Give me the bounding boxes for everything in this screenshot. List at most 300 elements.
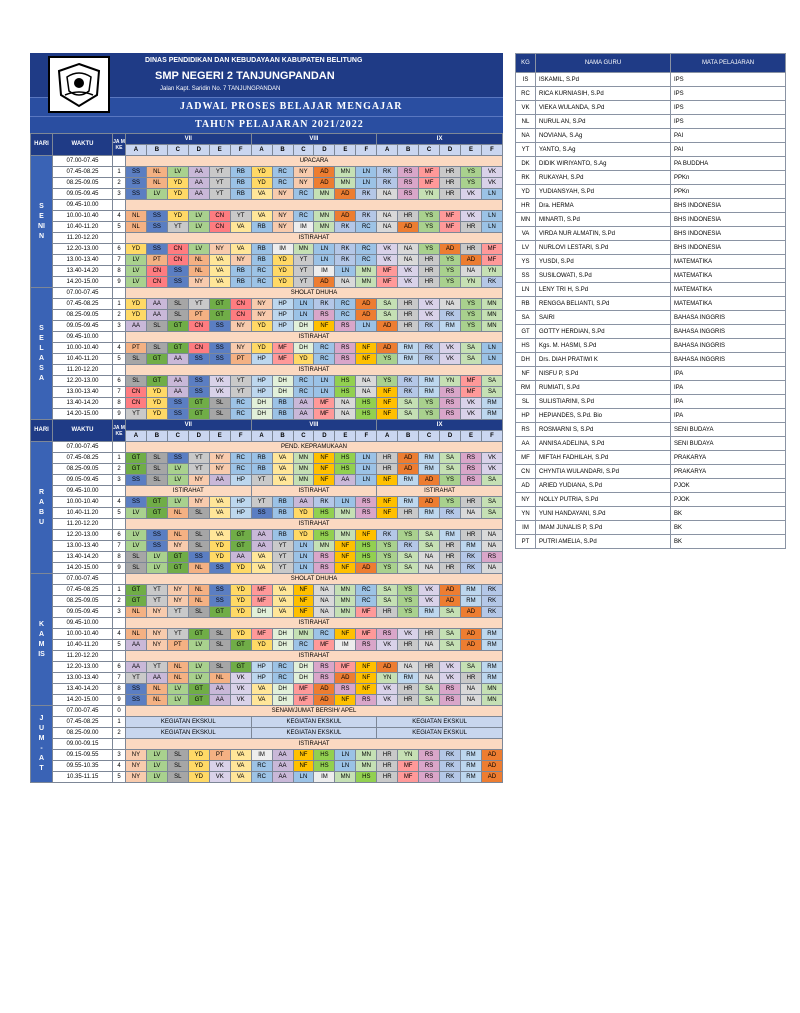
- class-header: F: [356, 431, 377, 442]
- subject-cell: NA: [335, 277, 356, 288]
- teacher-code: SL: [516, 395, 536, 409]
- subject-cell: SS: [209, 343, 230, 354]
- class-header: B: [272, 431, 293, 442]
- time-cell: 10.00-10.40: [53, 211, 113, 222]
- subject-cell: LN: [293, 772, 314, 783]
- period-cell: 7: [113, 255, 126, 266]
- time-cell: 13.00-13.40: [53, 387, 113, 398]
- schedule-sheet: [30, 53, 503, 783]
- subject-cell: DH: [272, 376, 293, 387]
- subject-cell: HR: [461, 497, 482, 508]
- class-header: F: [481, 145, 502, 156]
- subject-cell: YT: [272, 563, 293, 574]
- subject-cell: AD: [377, 343, 398, 354]
- subject-cell: MN: [481, 299, 502, 310]
- subject-cell: HR: [398, 310, 419, 321]
- subject-cell: LN: [314, 255, 335, 266]
- subject-cell: YD: [230, 585, 251, 596]
- subject-cell: SS: [126, 684, 147, 695]
- table-row: [516, 157, 786, 171]
- time-cell: 13.40-14.20: [53, 266, 113, 277]
- subject-cell: NY: [167, 596, 188, 607]
- class-header: B: [146, 431, 167, 442]
- teacher-name: YUSDI, S.Pd: [536, 255, 671, 269]
- subject-cell: LN: [293, 299, 314, 310]
- teacher-name: NURUL AN, S.Pd: [536, 115, 671, 129]
- subject-cell: SA: [398, 563, 419, 574]
- subject-cell: NA: [335, 398, 356, 409]
- period-cell: 9: [113, 563, 126, 574]
- subject-cell: YS: [440, 475, 461, 486]
- subject-cell: RK: [335, 244, 356, 255]
- subject-cell: SA: [481, 497, 502, 508]
- subject-cell: RM: [461, 541, 482, 552]
- subject-cell: YT: [146, 596, 167, 607]
- subject-cell: AA: [272, 772, 293, 783]
- table-row: [516, 73, 786, 87]
- time-cell: 08.25-09.05: [53, 178, 113, 189]
- table-row: [516, 283, 786, 297]
- subject-cell: NF: [335, 563, 356, 574]
- subject-cell: SL: [188, 607, 209, 618]
- period-cell: 2: [113, 596, 126, 607]
- subject-cell: NY: [146, 607, 167, 618]
- subject-cell: SL: [126, 563, 147, 574]
- subject-cell: YS: [440, 266, 461, 277]
- subject-cell: YD: [251, 321, 272, 332]
- subject-cell: YT: [188, 453, 209, 464]
- subject-cell: DH: [293, 321, 314, 332]
- subject-cell: RB: [251, 244, 272, 255]
- subject-cell: HS: [314, 761, 335, 772]
- subject-cell: YD: [230, 596, 251, 607]
- schedule-table: [30, 133, 503, 783]
- subject-cell: AA: [188, 167, 209, 178]
- subject-cell: MF: [419, 167, 440, 178]
- subject-cell: NY: [188, 497, 209, 508]
- time-cell: 12.20-13.00: [53, 662, 113, 673]
- table-row: [31, 288, 503, 299]
- period-cell: 8: [113, 684, 126, 695]
- subject-cell: AD: [356, 299, 377, 310]
- subject-cell: AD: [419, 475, 440, 486]
- subject-cell: HS: [356, 398, 377, 409]
- table-row: [31, 178, 503, 189]
- band-cell: SHOLAT DHUHA: [126, 574, 503, 585]
- subject-cell: YN: [481, 266, 502, 277]
- subject-cell: HS: [356, 772, 377, 783]
- period-cell: [113, 288, 126, 299]
- teacher-name: SUSILOWATI, S.Pd: [536, 269, 671, 283]
- subject-cell: SS: [188, 552, 209, 563]
- subject-cell: SA: [419, 684, 440, 695]
- table-row: [516, 311, 786, 325]
- subject-cell: HS: [335, 464, 356, 475]
- subject-cell: MF: [461, 376, 482, 387]
- subject-cell: LV: [126, 530, 147, 541]
- class-header: E: [209, 431, 230, 442]
- subject-cell: VK: [377, 640, 398, 651]
- table-row: [516, 493, 786, 507]
- teacher-table: [515, 53, 786, 549]
- subject-cell: SL: [126, 376, 147, 387]
- subject-cell: HS: [356, 552, 377, 563]
- subject-cell: SA: [461, 662, 482, 673]
- subject-cell: DH: [272, 695, 293, 706]
- subject-cell: YD: [272, 277, 293, 288]
- class-header: D: [440, 145, 461, 156]
- subject-cell: RK: [398, 541, 419, 552]
- subject-cell: SS: [126, 178, 147, 189]
- subject-cell: GT: [167, 321, 188, 332]
- subject-cell: MF: [440, 222, 461, 233]
- time-cell: 08.25-09.05: [53, 464, 113, 475]
- subject-cell: NY: [251, 310, 272, 321]
- teacher-name: YUDIANSYAH, S.Pd: [536, 185, 671, 199]
- table-row: [31, 640, 503, 651]
- subject-cell: AA: [146, 673, 167, 684]
- table-row: [516, 409, 786, 423]
- subject-cell: YT: [293, 277, 314, 288]
- table-row: [516, 115, 786, 129]
- subject-cell: HR: [398, 684, 419, 695]
- subject-cell: SL: [188, 508, 209, 519]
- subject-cell: RC: [356, 222, 377, 233]
- subject-cell: MN: [293, 464, 314, 475]
- activity-cell: KEGIATAN EKSKUL: [126, 728, 252, 739]
- subject-cell: LN: [335, 266, 356, 277]
- subject-cell: LN: [335, 761, 356, 772]
- subject-cell: SL: [209, 398, 230, 409]
- grade-header: IX: [377, 420, 503, 431]
- time-cell: 07.45-08.25: [53, 167, 113, 178]
- subject-cell: RK: [335, 255, 356, 266]
- time-cell: 07.45-08.25: [53, 299, 113, 310]
- teacher-subject: BAHASA INGGRIS: [671, 325, 786, 339]
- table-row: [31, 618, 503, 629]
- school-logo: [48, 56, 110, 113]
- subject-cell: SL: [126, 354, 147, 365]
- subject-cell: YS: [377, 552, 398, 563]
- subject-cell: VK: [209, 376, 230, 387]
- subject-cell: RC: [272, 662, 293, 673]
- teacher-name: PUTRI AMELIA, S.Pd: [536, 535, 671, 549]
- subject-cell: YT: [251, 475, 272, 486]
- subject-cell: NY: [230, 255, 251, 266]
- subject-cell: RB: [230, 266, 251, 277]
- subject-cell: LV: [146, 189, 167, 200]
- subject-cell: MF: [356, 607, 377, 618]
- subject-cell: LV: [167, 695, 188, 706]
- subject-cell: RS: [335, 684, 356, 695]
- day-label: RABU: [31, 442, 53, 574]
- subject-cell: NL: [188, 596, 209, 607]
- table-row: [516, 255, 786, 269]
- subject-cell: NA: [398, 255, 419, 266]
- table-row: [31, 761, 503, 772]
- table-row: [31, 750, 503, 761]
- table-row: [31, 574, 503, 585]
- subject-cell: SA: [398, 398, 419, 409]
- subject-cell: VA: [272, 475, 293, 486]
- grade-header: VII: [126, 420, 252, 431]
- subject-cell: NA: [314, 596, 335, 607]
- subject-cell: NL: [146, 178, 167, 189]
- subject-cell: RS: [440, 684, 461, 695]
- subject-cell: LN: [314, 244, 335, 255]
- band-cell: SENAM/JUMAT BERSIH/ APEL: [126, 706, 503, 717]
- subject-cell: VK: [230, 673, 251, 684]
- subject-cell: VK: [230, 684, 251, 695]
- time-cell: 09.45-10.00: [53, 618, 113, 629]
- subject-cell: NA: [461, 695, 482, 706]
- subject-cell: NA: [419, 640, 440, 651]
- period-cell: [113, 442, 126, 453]
- subject-cell: RK: [481, 585, 502, 596]
- time-cell: 09.00-09.15: [53, 739, 113, 750]
- period-cell: 0: [113, 706, 126, 717]
- subject-cell: RM: [419, 453, 440, 464]
- subject-cell: RM: [398, 497, 419, 508]
- subject-cell: RC: [293, 640, 314, 651]
- subject-cell: AA: [146, 299, 167, 310]
- subject-cell: AD: [440, 244, 461, 255]
- day-label: SENIN: [31, 156, 53, 288]
- class-header: C: [293, 145, 314, 156]
- subject-cell: RK: [481, 607, 502, 618]
- time-cell: 09.05-09.45: [53, 189, 113, 200]
- subject-cell: RB: [230, 189, 251, 200]
- day-label: SELASA: [31, 288, 53, 420]
- subject-cell: SL: [209, 409, 230, 420]
- subject-cell: NA: [440, 299, 461, 310]
- grade-header: VIII: [251, 134, 377, 145]
- subject-cell: VA: [209, 497, 230, 508]
- subject-cell: VK: [230, 695, 251, 706]
- teacher-code: PT: [516, 535, 536, 549]
- subject-cell: RC: [314, 354, 335, 365]
- subject-cell: DH: [293, 343, 314, 354]
- period-cell: 3: [113, 607, 126, 618]
- subject-cell: RK: [356, 189, 377, 200]
- subject-cell: NF: [356, 684, 377, 695]
- subject-cell: YT: [209, 189, 230, 200]
- table-row: [516, 325, 786, 339]
- table-row: [516, 521, 786, 535]
- subject-cell: RC: [251, 772, 272, 783]
- subject-cell: RS: [314, 552, 335, 563]
- table-row: [516, 353, 786, 367]
- teacher-code: HP: [516, 409, 536, 423]
- subject-cell: RS: [356, 508, 377, 519]
- subject-cell: SS: [209, 321, 230, 332]
- subject-cell: RS: [335, 321, 356, 332]
- period-cell: [113, 332, 126, 343]
- subject-cell: HR: [461, 673, 482, 684]
- teacher-code: SS: [516, 269, 536, 283]
- subject-cell: GT: [188, 629, 209, 640]
- teacher-name: RICA KURNIASIH, S.Pd: [536, 87, 671, 101]
- subject-cell: HR: [398, 321, 419, 332]
- subject-cell: NF: [293, 750, 314, 761]
- subject-cell: LV: [167, 684, 188, 695]
- table-row: [516, 423, 786, 437]
- waktu-header: WAKTU: [53, 134, 113, 156]
- teacher-name: SAIRI: [536, 311, 671, 325]
- table-row: [516, 381, 786, 395]
- subject-cell: NF: [335, 629, 356, 640]
- table-row: [31, 717, 503, 728]
- time-cell: 10.40-11.20: [53, 640, 113, 651]
- subject-cell: HR: [461, 244, 482, 255]
- band-cell: ISTIRAHAT: [126, 651, 503, 662]
- table-row: [31, 607, 503, 618]
- subject-cell: HR: [440, 541, 461, 552]
- table-row: [516, 227, 786, 241]
- subject-cell: SS: [146, 222, 167, 233]
- teacher-code: CN: [516, 465, 536, 479]
- subject-cell: CN: [188, 343, 209, 354]
- table-row: [31, 156, 503, 167]
- subject-cell: AA: [251, 541, 272, 552]
- subject-cell: SS: [188, 387, 209, 398]
- subject-cell: RC: [314, 343, 335, 354]
- table-row: [516, 185, 786, 199]
- subject-cell: RC: [293, 376, 314, 387]
- subject-cell: SA: [419, 541, 440, 552]
- subject-cell: HS: [314, 508, 335, 519]
- subject-cell: YS: [419, 211, 440, 222]
- table-row: [31, 189, 503, 200]
- teacher-subject: PRAKARYA: [671, 465, 786, 479]
- teacher-name: LENY TRI H, S.Pd: [536, 283, 671, 297]
- subject-cell: MN: [481, 684, 502, 695]
- day-label: KAMIS: [31, 574, 53, 706]
- subject-cell: SL: [188, 530, 209, 541]
- subject-cell: AA: [146, 310, 167, 321]
- subject-cell: YD: [209, 552, 230, 563]
- subject-cell: NY: [146, 640, 167, 651]
- subject-cell: AD: [335, 189, 356, 200]
- table-row: [31, 442, 503, 453]
- teacher-code: DK: [516, 157, 536, 171]
- subject-cell: RB: [272, 530, 293, 541]
- subject-cell: YD: [230, 607, 251, 618]
- subject-cell: HS: [314, 530, 335, 541]
- band-cell: ISTIRAHAT: [126, 233, 503, 244]
- subject-cell: SS: [126, 497, 147, 508]
- table-row: [31, 233, 503, 244]
- teacher-code: NY: [516, 493, 536, 507]
- subject-cell: RC: [230, 409, 251, 420]
- table-row: [31, 585, 503, 596]
- subject-cell: AD: [398, 464, 419, 475]
- subject-cell: SL: [209, 662, 230, 673]
- subject-cell: YS: [461, 321, 482, 332]
- subject-cell: SS: [146, 244, 167, 255]
- period-cell: 6: [113, 530, 126, 541]
- activity-cell: KEGIATAN EKSKUL: [251, 717, 377, 728]
- break-cell: ISTIRAHAT: [251, 486, 377, 497]
- subject-cell: VA: [272, 464, 293, 475]
- subject-cell: RS: [440, 695, 461, 706]
- subject-cell: RM: [419, 464, 440, 475]
- subject-cell: VK: [377, 244, 398, 255]
- time-cell: 07.00-07.45: [53, 574, 113, 585]
- subject-cell: HR: [377, 464, 398, 475]
- table-row: [516, 339, 786, 353]
- teacher-subject: PPKn: [671, 185, 786, 199]
- subject-cell: GT: [167, 552, 188, 563]
- teacher-subject: BAHASA INGGRIS: [671, 339, 786, 353]
- subject-cell: YT: [167, 629, 188, 640]
- subject-cell: NA: [419, 673, 440, 684]
- teacher-table-panel: [515, 53, 785, 549]
- subject-cell: NF: [356, 673, 377, 684]
- subject-cell: GT: [167, 343, 188, 354]
- subject-cell: SS: [188, 376, 209, 387]
- subject-cell: NL: [188, 266, 209, 277]
- subject-cell: YT: [146, 662, 167, 673]
- subject-cell: RM: [419, 387, 440, 398]
- subject-cell: SL: [167, 750, 188, 761]
- subject-cell: DH: [272, 684, 293, 695]
- subject-cell: NL: [126, 607, 147, 618]
- table-row: [31, 508, 503, 519]
- subject-cell: YD: [230, 629, 251, 640]
- table-row: [31, 398, 503, 409]
- subject-cell: SL: [146, 453, 167, 464]
- subject-cell: YS: [377, 541, 398, 552]
- subject-cell: SL: [167, 761, 188, 772]
- subject-cell: NA: [314, 585, 335, 596]
- subject-cell: NF: [293, 585, 314, 596]
- subject-cell: HP: [251, 387, 272, 398]
- subject-cell: RS: [419, 772, 440, 783]
- subject-cell: VK: [209, 387, 230, 398]
- subject-cell: HP: [230, 497, 251, 508]
- subject-cell: YS: [419, 409, 440, 420]
- subject-cell: RK: [481, 596, 502, 607]
- subject-cell: VA: [209, 266, 230, 277]
- subject-cell: YN: [440, 376, 461, 387]
- time-cell: 09.45-10.00: [53, 486, 113, 497]
- subject-cell: SA: [398, 552, 419, 563]
- table-row: [31, 200, 503, 211]
- subject-cell: VA: [251, 695, 272, 706]
- subject-cell: VA: [230, 772, 251, 783]
- teacher-code: SA: [516, 311, 536, 325]
- subject-cell: RC: [356, 596, 377, 607]
- subject-cell: YT: [272, 541, 293, 552]
- activity-cell: KEGIATAN EKSKUL: [126, 717, 252, 728]
- subject-cell: HR: [419, 662, 440, 673]
- subject-cell: AA: [167, 354, 188, 365]
- subject-cell: LN: [335, 750, 356, 761]
- subject-cell: YN: [398, 750, 419, 761]
- subject-cell: NY: [126, 772, 147, 783]
- subject-cell: SA: [419, 530, 440, 541]
- subject-cell: MF: [251, 596, 272, 607]
- subject-cell: NL: [188, 255, 209, 266]
- subject-cell: SA: [440, 607, 461, 618]
- subject-cell: RK: [377, 167, 398, 178]
- subject-cell: YT: [167, 222, 188, 233]
- subject-cell: SS: [167, 266, 188, 277]
- subject-cell: SS: [209, 596, 230, 607]
- teacher-name: MIFTAH FADHILAH, S.Pd: [536, 451, 671, 465]
- class-header: D: [188, 431, 209, 442]
